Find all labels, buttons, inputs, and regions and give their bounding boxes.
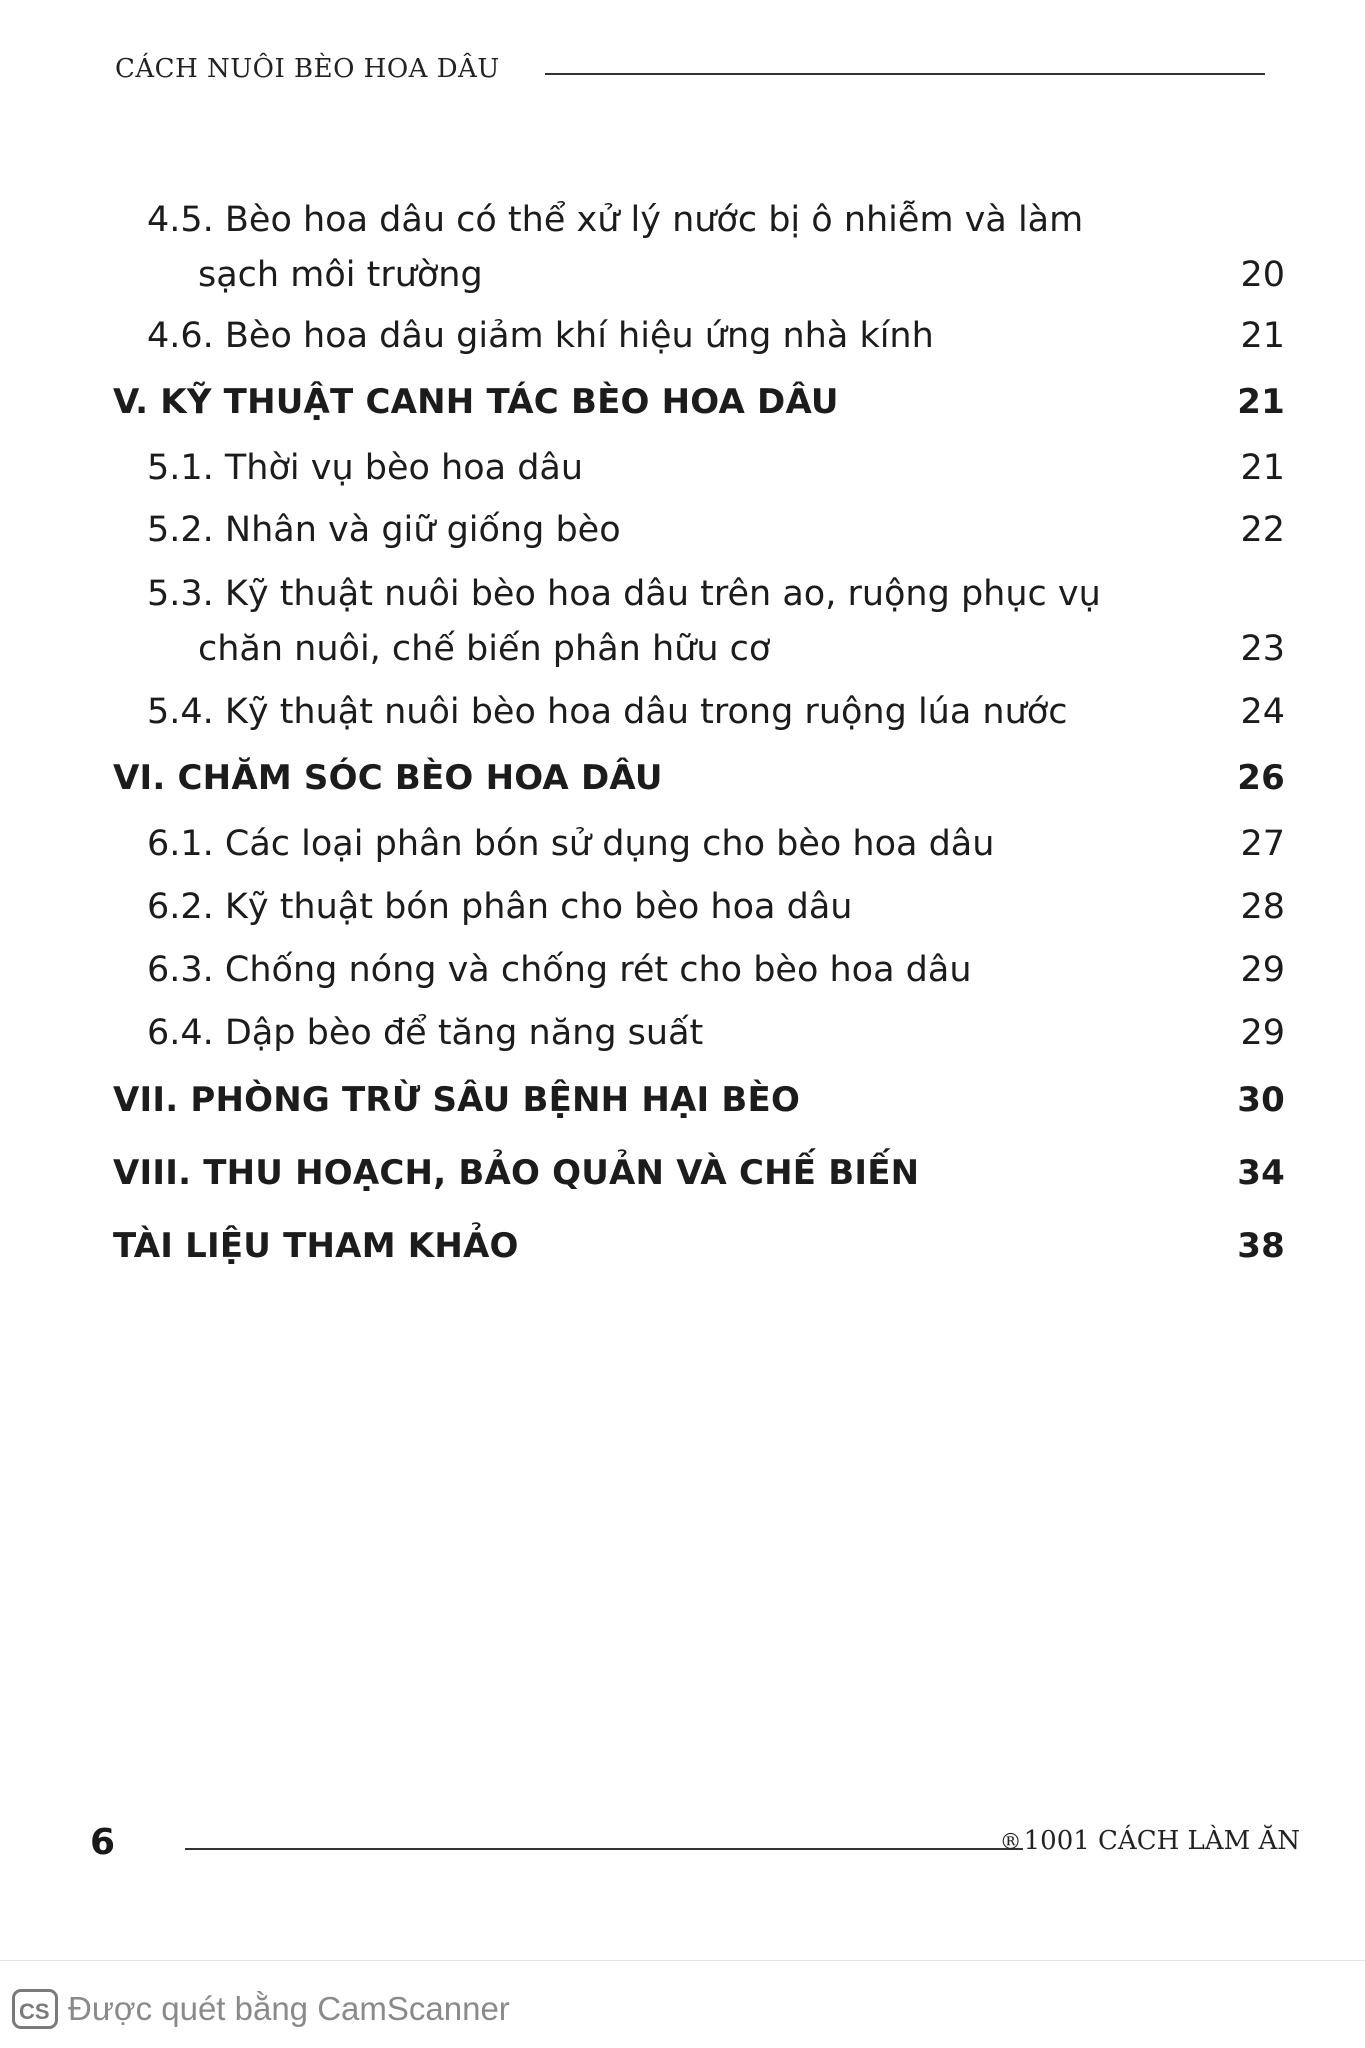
toc-section-page: 21 bbox=[1237, 382, 1285, 422]
toc-entry-label: 6.3. Chống nóng và chống rét cho bèo hoa dâu bbox=[147, 950, 972, 990]
toc-entry-page: 20 bbox=[1240, 255, 1285, 295]
toc-entry-page: 22 bbox=[1240, 510, 1285, 550]
page-footer bbox=[90, 1818, 1300, 1878]
running-header-title: CÁCH NUÔI BÈO HOA DÂU bbox=[115, 54, 500, 84]
toc-entry-label: 4.6. Bèo hoa dâu giảm khí hiệu ứng nhà kính bbox=[147, 316, 934, 356]
toc-entry-label-continuation: sạch môi trường bbox=[198, 255, 483, 295]
toc-section-label: V. KỸ THUẬT CANH TÁC BÈO HOA DÂU bbox=[113, 382, 839, 422]
toc-section-page: 30 bbox=[1237, 1080, 1285, 1120]
toc-entry-label: 5.2. Nhân và giữ giống bèo bbox=[147, 510, 621, 550]
toc-entry-label: 6.4. Dập bèo để tăng năng suất bbox=[147, 1013, 704, 1053]
toc-entry-label: 5.1. Thời vụ bèo hoa dâu bbox=[147, 448, 584, 488]
toc-section-label: VII. PHÒNG TRỪ SÂU BỆNH HẠI BÈO bbox=[113, 1080, 801, 1120]
toc-section-page: 38 bbox=[1237, 1226, 1285, 1266]
toc-section-label: VI. CHĂM SÓC BÈO HOA DÂU bbox=[113, 758, 663, 798]
toc-section-label: TÀI LIỆU THAM KHẢO bbox=[113, 1226, 519, 1266]
scanner-watermark bbox=[12, 1984, 510, 2034]
toc-entry-page: 21 bbox=[1240, 448, 1285, 488]
toc-entry-page: 23 bbox=[1240, 629, 1285, 669]
toc-entry-label-continuation: chăn nuôi, chế biến phân hữu cơ bbox=[198, 629, 771, 669]
toc-entry-page: 21 bbox=[1240, 316, 1285, 356]
toc-entry-label: 4.5. Bèo hoa dâu có thể xử lý nước bị ô nhiễm và làm bbox=[147, 200, 1084, 240]
header-rule bbox=[545, 73, 1265, 75]
publisher-imprint bbox=[1000, 1826, 1300, 1856]
registered-mark: ® bbox=[999, 1830, 1022, 1855]
toc-entry-page: 29 bbox=[1240, 1013, 1285, 1053]
toc-entry-page: 24 bbox=[1240, 692, 1285, 732]
scanner-text: Được quét bằng CamScanner bbox=[68, 1990, 510, 2027]
toc-entry-page: 27 bbox=[1240, 824, 1285, 864]
toc-entry-label: 5.4. Kỹ thuật nuôi bèo hoa dâu trong ruộng lúa nước bbox=[147, 692, 1068, 732]
scan-divider bbox=[0, 1960, 1365, 1961]
page-number: 6 bbox=[90, 1822, 116, 1863]
toc-entry-page: 29 bbox=[1240, 950, 1285, 990]
toc-entry-label: 5.3. Kỹ thuật nuôi bèo hoa dâu trên ao, ruộng phục vụ bbox=[147, 574, 1101, 614]
running-header bbox=[115, 48, 1265, 98]
toc-entry-label: 6.1. Các loại phân bón sử dụng cho bèo hoa dâu bbox=[147, 824, 995, 864]
svg-text:CS: CS bbox=[19, 1999, 50, 2024]
imprint-text: 1001 CÁCH LÀM ĂN bbox=[1023, 1826, 1300, 1856]
camscanner-logo-icon bbox=[12, 1989, 58, 2029]
toc-section-label: VIII. THU HOẠCH, BẢO QUẢN VÀ CHẾ BIẾN bbox=[113, 1153, 920, 1193]
toc-entry-page: 28 bbox=[1240, 887, 1285, 927]
toc-section-page: 26 bbox=[1237, 758, 1285, 798]
toc-section-page: 34 bbox=[1237, 1153, 1285, 1193]
toc-entry-label: 6.2. Kỹ thuật bón phân cho bèo hoa dâu bbox=[147, 887, 853, 927]
footer-rule bbox=[185, 1848, 1023, 1850]
